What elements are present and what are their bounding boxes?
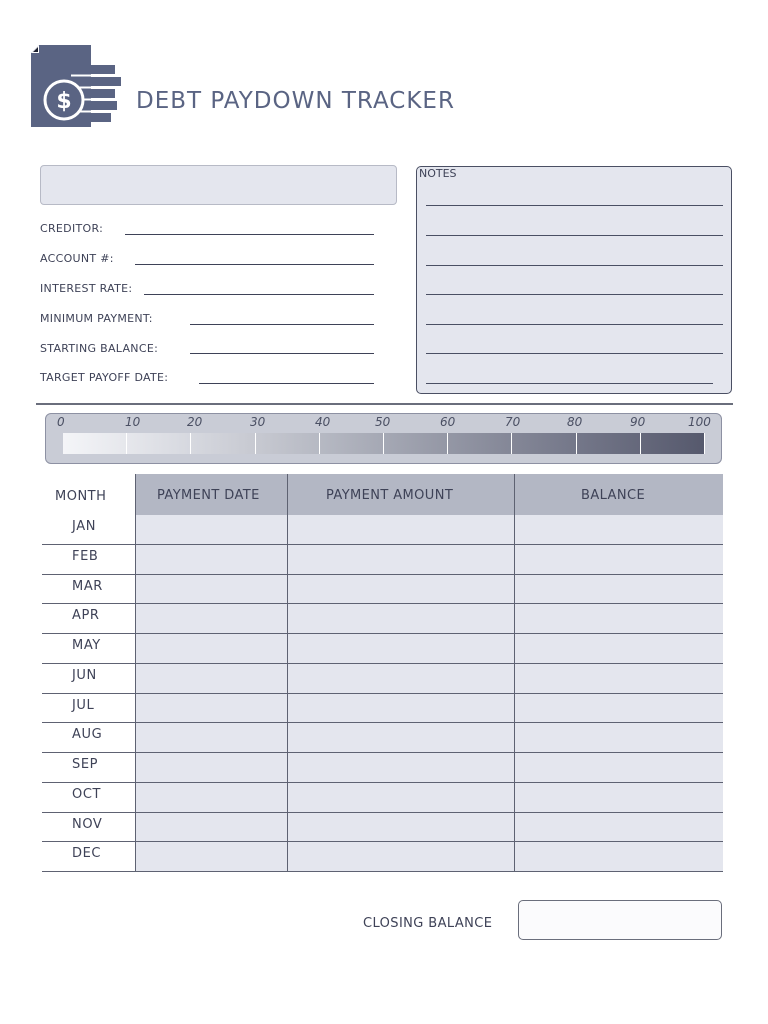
month-label: SEP — [72, 757, 99, 772]
table-row[interactable] — [42, 574, 723, 575]
minimum-payment-field[interactable] — [190, 324, 374, 325]
progress-tick-label: 20 — [187, 415, 203, 429]
progress-segment — [256, 433, 320, 454]
starting-balance-field[interactable] — [190, 353, 374, 354]
target-payoff-date-label: TARGET PAYOFF DATE: — [40, 371, 169, 384]
progress-tick-label: 70 — [505, 415, 521, 429]
table-row[interactable] — [42, 871, 723, 872]
month-label: APR — [72, 608, 100, 624]
progress-segment — [641, 433, 705, 454]
interest-rate-field[interactable] — [144, 294, 374, 295]
minimum-payment-label: MINIMUM PAYMENT: — [40, 312, 153, 325]
progress-segment — [577, 433, 641, 454]
note-line[interactable] — [426, 353, 723, 354]
closing-balance-label: CLOSING BALANCE — [363, 916, 493, 931]
table-row[interactable] — [42, 663, 723, 664]
month-label: FEB — [72, 548, 99, 564]
note-line[interactable] — [426, 324, 723, 325]
account-field[interactable] — [135, 264, 374, 265]
month-column-header: MONTH — [55, 489, 107, 504]
table-row[interactable] — [42, 782, 723, 783]
note-line[interactable] — [426, 265, 723, 266]
progress-segment — [512, 433, 576, 454]
progress-tick-label: 60 — [440, 415, 456, 429]
month-label: MAY — [72, 638, 101, 653]
progress-segment — [384, 433, 448, 454]
account-label: ACCOUNT #: — [40, 252, 114, 265]
debt-name-input[interactable] — [40, 165, 397, 205]
divider — [36, 403, 733, 405]
table-row[interactable] — [42, 722, 723, 723]
progress-tick-label: 90 — [630, 415, 646, 429]
month-label: MAR — [72, 578, 103, 594]
progress-tick-label: 30 — [250, 415, 266, 429]
progress-segment — [320, 433, 384, 454]
dollar-coins-document-icon — [31, 45, 121, 127]
page-title: DEBT PAYDOWN TRACKER — [136, 88, 455, 114]
progress-tick-label: 0 — [57, 415, 65, 429]
closing-balance-field[interactable] — [518, 900, 722, 940]
table-row[interactable] — [42, 752, 723, 753]
progress-tick-label: 100 — [688, 415, 711, 429]
month-label: JUL — [72, 697, 95, 713]
target-payoff-date-field[interactable] — [199, 383, 374, 384]
notes-label: NOTES — [419, 167, 457, 180]
starting-balance-label: STARTING BALANCE: — [40, 342, 159, 355]
month-label: NOV — [72, 816, 103, 832]
notes-box[interactable] — [416, 166, 732, 394]
month-label: JAN — [72, 519, 97, 534]
creditor-field[interactable] — [125, 234, 374, 235]
creditor-label: CREDITOR: — [40, 222, 104, 235]
table-row[interactable] — [42, 544, 723, 545]
svg-text:$: $ — [56, 89, 72, 114]
note-line[interactable] — [426, 294, 723, 295]
progress-tick-label: 80 — [567, 415, 583, 429]
note-line[interactable] — [426, 383, 713, 384]
interest-rate-label: INTEREST RATE: — [40, 282, 133, 295]
balance-header: BALANCE — [581, 488, 646, 503]
month-label: OCT — [72, 786, 102, 802]
table-row[interactable] — [42, 633, 723, 634]
progress-segment — [63, 433, 127, 454]
month-label: AUG — [72, 727, 103, 743]
progress-tick-label: 10 — [125, 415, 141, 429]
progress-tick-label: 40 — [315, 415, 331, 429]
progress-segment — [191, 433, 255, 454]
payment-amount-header: PAYMENT AMOUNT — [326, 488, 454, 503]
progress-segment — [448, 433, 512, 454]
month-label: JUN — [72, 667, 97, 683]
month-label: DEC — [72, 846, 102, 862]
note-line[interactable] — [426, 235, 723, 236]
progress-segment — [127, 433, 191, 454]
table-row[interactable] — [42, 603, 723, 604]
table-row[interactable] — [42, 841, 723, 842]
table-row[interactable] — [42, 812, 723, 813]
table-row[interactable] — [42, 693, 723, 694]
payment-date-header: PAYMENT DATE — [157, 488, 260, 503]
progress-tick-label: 50 — [375, 415, 391, 429]
note-line[interactable] — [426, 205, 723, 206]
